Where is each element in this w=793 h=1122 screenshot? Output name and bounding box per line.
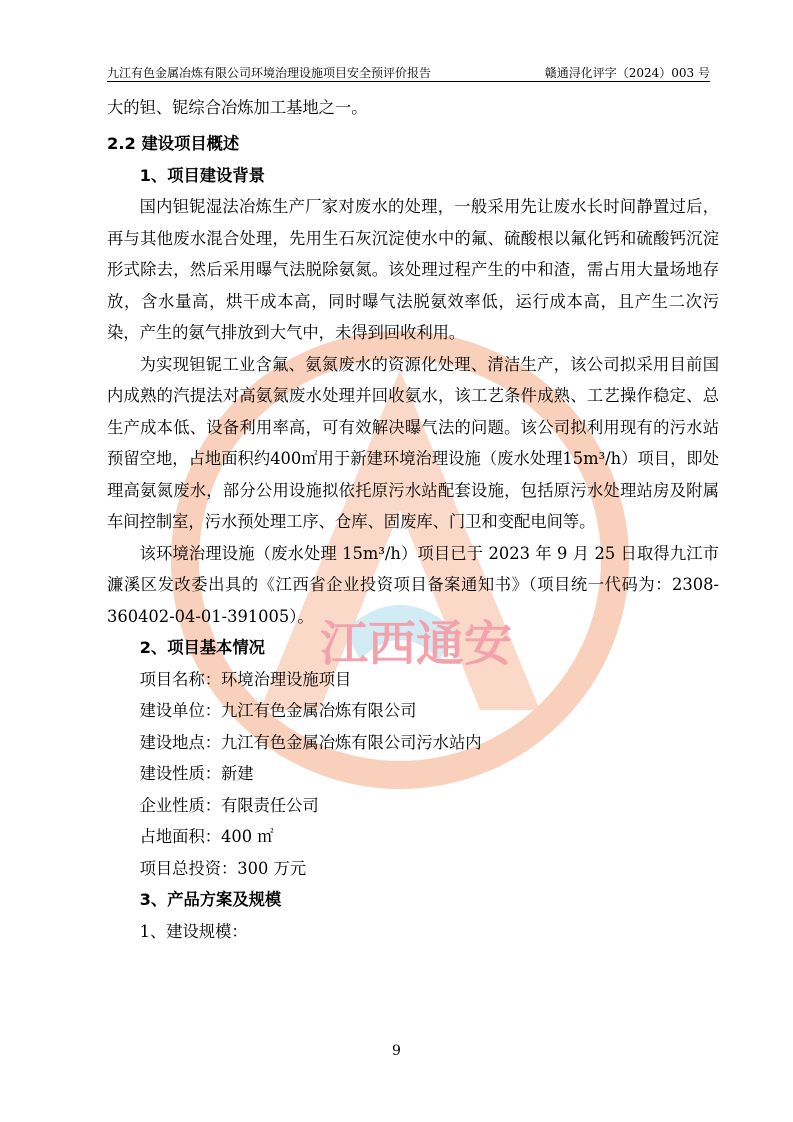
paragraph-background-2: 为实现钽铌工业含氟、氨氮废水的资源化处理、清洁生产，该公司拟采用目前国内成熟的汽提法对高氨氮废水处理并回收氨水，该工艺条件成熟、工艺操作稳定、总生产成本低、设备利用率高，可有效解决曝气法的问题。该公司拟利用现有的污水站预留空地，占地面积约400㎡用于新建环境治理设施（废水处理15m³/h）项目，即处理高氨氮废水，部分公用设施拟依托原污水站配套设施，包括原污水处理站房及附属车间控制室，污水预处理工序、仓库、固废库、门卫和变配电间等。: [107, 354, 719, 531]
svg-text:江西通安: 江西通安: [320, 616, 513, 672]
subsection-title-products: 3、产品方案及规模: [139, 890, 282, 909]
section-title: 2.2 建设项目概述: [107, 133, 240, 153]
info-item-enterprise: 企业性质：有限责任公司: [139, 795, 319, 815]
subsection-title-basic-info: 2、项目基本情况: [139, 638, 265, 657]
header-report-title: 九江有色金属冶炼有限公司环境治理设施项目安全预评价报告: [107, 66, 432, 80]
info-item-name: 项目名称：环境治理设施项目: [139, 669, 352, 689]
subsection-title-background: 1、项目建设背景: [139, 165, 265, 185]
info-item-investment: 项目总投资：300 万元: [139, 858, 307, 878]
header-report-number: 赣通浔化评字（2024）003 号: [544, 66, 710, 80]
document-body: [107, 92, 719, 947]
intro-line: 大的钽、铌综合冶炼加工基地之一。: [107, 98, 368, 117]
info-item-location: 建设地点：九江有色金属冶炼有限公司污水站内: [139, 732, 482, 752]
info-item-nature: 建设性质：新建: [139, 764, 254, 783]
paragraph-background-3: 该环境治理设施（废水处理 15m³/h）项目已于 2023 年 9 月 25 日取得九江市濂溪区发改委出具的《江西省企业投资项目备案通知书》（项目统一代码为：2308-360402-04-01-391005）。: [107, 543, 719, 626]
page-header: [107, 66, 710, 82]
paragraph-background-1: 国内钽铌湿法冶炼生产厂家对废水的处理，一般采用先让废水长时间静置过后，再与其他废水混合处理，先用生石灰沉淀使水中的氟、硫酸根以氟化钙和硫酸钙沉淀形式除去，然后采用曝气法脱除氨氮。该处理过程产生的中和渣，需占用大量场地存放，含水量高，烘干成本高，同时曝气法脱氨效率低，运行成本高，且产生二次污染，产生的氨气排放到大气中，未得到回收利用。: [107, 197, 719, 342]
info-item-unit: 建设单位：九江有色金属冶炼有限公司: [139, 701, 417, 720]
scale-item: 1、建设规模：: [139, 921, 248, 941]
page-number: 9: [392, 1043, 401, 1059]
info-item-area: 占地面积：400 ㎡: [139, 827, 274, 846]
